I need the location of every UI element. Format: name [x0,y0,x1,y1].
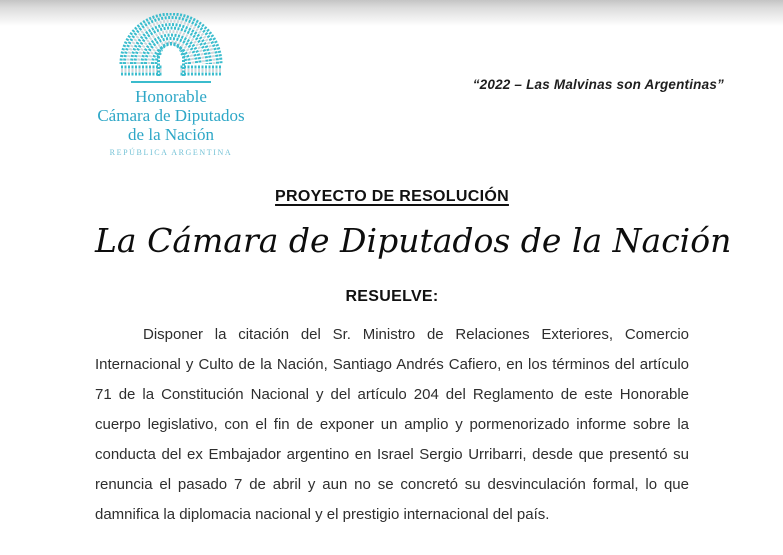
script-heading: La Cámara de Diputados de la Nación [95,221,732,260]
logo-subtitle: REPÚBLICA ARGENTINA [109,148,233,157]
logo-title-line-2: Cámara de Diputados [97,106,245,125]
hemicycle-dots-icon [119,13,223,76]
resolution-paragraph: Disponer la citación del Sr. Ministro de Relaciones Exteriores, Comercio Internacional y Culto de la Nación, Santiago Andrés Cafiero, en los términos del artículo 71 de la Constitución Nacional y del artículo 204 del Reglamento de este Honorable cuerpo legislativo, con el fin de exponer un amplio y pormenorizado informe sobre la conducta del ex Embajador argentino en Israel Sergio Urribarri, desde que presentó su renuncia el pasado 7 de abril y aun no se concretó su desvinculación formal, lo que damnifica la diplomacia nacional y el prestigio internacional del país. [95,326,689,523]
year-motto: “2022 – Las Malvinas son Argentinas” [472,77,724,92]
chamber-logo [91,13,251,157]
document-title [95,188,689,206]
logo-divider [131,81,211,83]
document-title-text: PROYECTO DE RESOLUCIÓN [275,188,509,205]
logo-title-line-3: de la Nación [128,125,214,144]
section-heading: RESUELVE: [345,288,439,305]
logo-title-line-1: Honorable [135,87,207,106]
